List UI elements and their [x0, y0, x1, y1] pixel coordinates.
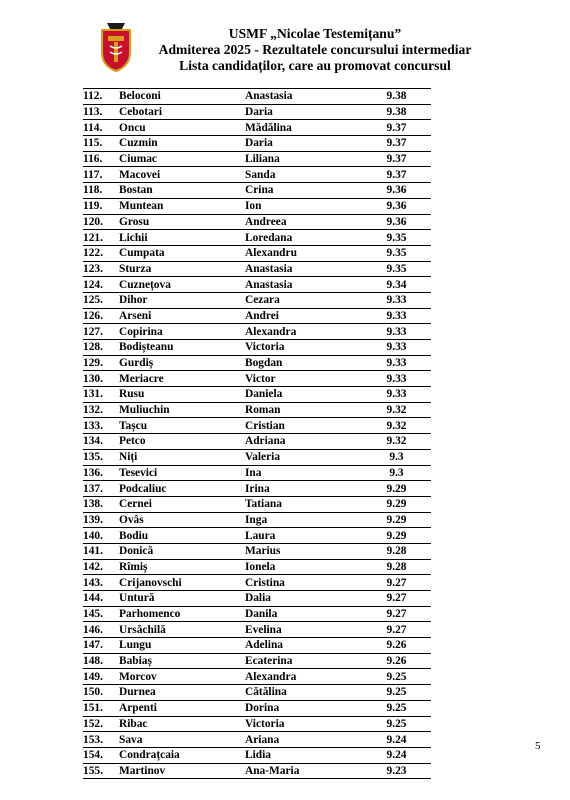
row-number: 150. [83, 685, 119, 701]
score-cell: 9.35 [362, 261, 431, 277]
row-number: 138. [83, 496, 119, 512]
surname-cell: Cernei [119, 496, 245, 512]
surname-cell: Arpenti [119, 700, 245, 716]
table-row [83, 559, 431, 575]
surname-cell: Ciumac [119, 151, 245, 167]
table-row [83, 434, 431, 450]
table-row [83, 104, 431, 120]
row-number: 137. [83, 481, 119, 497]
row-number: 115. [83, 136, 119, 152]
table-row [83, 700, 431, 716]
table-row [83, 465, 431, 481]
surname-cell: Martinov [119, 763, 245, 779]
score-cell: 9.38 [362, 104, 431, 120]
first-name-cell: Loredana [245, 230, 362, 246]
score-cell: 9.28 [362, 543, 431, 559]
candidates-table-body [83, 89, 431, 779]
candidates-table [83, 88, 431, 779]
list-title: Lista candidaților, care au promovat concursul [179, 58, 451, 73]
row-number: 146. [83, 622, 119, 638]
table-row [83, 543, 431, 559]
surname-cell: Arseni [119, 308, 245, 324]
table-row [83, 340, 431, 356]
first-name-cell: Daria [245, 104, 362, 120]
document-header [150, 26, 480, 74]
surname-cell: Oncu [119, 120, 245, 136]
first-name-cell: Ion [245, 198, 362, 214]
table-row [83, 230, 431, 246]
row-number: 147. [83, 638, 119, 654]
surname-cell: Cumpata [119, 245, 245, 261]
first-name-cell: Alexandru [245, 245, 362, 261]
row-number: 139. [83, 512, 119, 528]
score-cell: 9.24 [362, 747, 431, 763]
row-number: 121. [83, 230, 119, 246]
table-row [83, 747, 431, 763]
score-cell: 9.35 [362, 230, 431, 246]
row-number: 153. [83, 732, 119, 748]
score-cell: 9.35 [362, 245, 431, 261]
row-number: 124. [83, 277, 119, 293]
first-name-cell: Inga [245, 512, 362, 528]
admission-title: Admiterea 2025 - Rezultatele concursului intermediar [158, 42, 472, 57]
surname-cell: Bodiu [119, 528, 245, 544]
surname-cell: Rîmiș [119, 559, 245, 575]
first-name-cell: Andreea [245, 214, 362, 230]
first-name-cell: Valeria [245, 449, 362, 465]
surname-cell: Gurdiș [119, 355, 245, 371]
first-name-cell: Crina [245, 183, 362, 199]
score-cell: 9.33 [362, 371, 431, 387]
surname-cell: Lichii [119, 230, 245, 246]
row-number: 127. [83, 324, 119, 340]
table-row [83, 355, 431, 371]
row-number: 130. [83, 371, 119, 387]
first-name-cell: Adelina [245, 638, 362, 654]
score-cell: 9.32 [362, 418, 431, 434]
table-row [83, 653, 431, 669]
first-name-cell: Cristian [245, 418, 362, 434]
row-number: 136. [83, 465, 119, 481]
surname-cell: Lungu [119, 638, 245, 654]
first-name-cell: Victoria [245, 716, 362, 732]
row-number: 140. [83, 528, 119, 544]
table-row [83, 198, 431, 214]
table-row [83, 732, 431, 748]
table-row [83, 261, 431, 277]
row-number: 123. [83, 261, 119, 277]
score-cell: 9.25 [362, 716, 431, 732]
score-cell: 9.36 [362, 214, 431, 230]
first-name-cell: Cristina [245, 575, 362, 591]
surname-cell: Petco [119, 434, 245, 450]
row-number: 120. [83, 214, 119, 230]
surname-cell: Cuzmin [119, 136, 245, 152]
surname-cell: Bodișteanu [119, 340, 245, 356]
table-row [83, 591, 431, 607]
score-cell: 9.27 [362, 591, 431, 607]
table-row [83, 669, 431, 685]
first-name-cell: Liliana [245, 151, 362, 167]
surname-cell: Cuznețova [119, 277, 245, 293]
table-row [83, 418, 431, 434]
table-row [83, 402, 431, 418]
row-number: 155. [83, 763, 119, 779]
surname-cell: Muliuchin [119, 402, 245, 418]
first-name-cell: Daniela [245, 387, 362, 403]
score-cell: 9.27 [362, 575, 431, 591]
table-row [83, 245, 431, 261]
first-name-cell: Ionela [245, 559, 362, 575]
first-name-cell: Daria [245, 136, 362, 152]
table-row [83, 167, 431, 183]
score-cell: 9.29 [362, 512, 431, 528]
row-number: 125. [83, 292, 119, 308]
first-name-cell: Dalia [245, 591, 362, 607]
score-cell: 9.37 [362, 167, 431, 183]
table-row [83, 214, 431, 230]
table-row [83, 763, 431, 779]
row-number: 132. [83, 402, 119, 418]
score-cell: 9.27 [362, 606, 431, 622]
table-row [83, 324, 431, 340]
surname-cell: Copirina [119, 324, 245, 340]
table-row [83, 292, 431, 308]
table-row [83, 481, 431, 497]
first-name-cell: Marius [245, 543, 362, 559]
surname-cell: Macovei [119, 167, 245, 183]
first-name-cell: Ariana [245, 732, 362, 748]
score-cell: 9.28 [362, 559, 431, 575]
table-row [83, 638, 431, 654]
table-row [83, 449, 431, 465]
surname-cell: Ribac [119, 716, 245, 732]
row-number: 144. [83, 591, 119, 607]
surname-cell: Rusu [119, 387, 245, 403]
surname-cell: Babiaș [119, 653, 245, 669]
table-row [83, 89, 431, 105]
row-number: 133. [83, 418, 119, 434]
first-name-cell: Adriana [245, 434, 362, 450]
page-number: 5 [535, 740, 541, 752]
row-number: 145. [83, 606, 119, 622]
table-row [83, 512, 431, 528]
row-number: 149. [83, 669, 119, 685]
score-cell: 9.25 [362, 700, 431, 716]
surname-cell: Parhomenco [119, 606, 245, 622]
first-name-cell: Ecaterina [245, 653, 362, 669]
first-name-cell: Anastasia [245, 277, 362, 293]
score-cell: 9.25 [362, 685, 431, 701]
surname-cell: Beloconi [119, 89, 245, 105]
row-number: 154. [83, 747, 119, 763]
first-name-cell: Irina [245, 481, 362, 497]
score-cell: 9.37 [362, 136, 431, 152]
table-row [83, 151, 431, 167]
table-row [83, 387, 431, 403]
score-cell: 9.37 [362, 151, 431, 167]
first-name-cell: Alexandra [245, 669, 362, 685]
table-row [83, 120, 431, 136]
score-cell: 9.33 [362, 387, 431, 403]
table-row [83, 183, 431, 199]
surname-cell: Grosu [119, 214, 245, 230]
first-name-cell: Dorina [245, 700, 362, 716]
score-cell: 9.36 [362, 198, 431, 214]
row-number: 131. [83, 387, 119, 403]
table-row [83, 716, 431, 732]
university-seal-logo [98, 22, 134, 72]
first-name-cell: Cezara [245, 292, 362, 308]
first-name-cell: Victor [245, 371, 362, 387]
row-number: 152. [83, 716, 119, 732]
first-name-cell: Bogdan [245, 355, 362, 371]
score-cell: 9.33 [362, 355, 431, 371]
row-number: 128. [83, 340, 119, 356]
row-number: 114. [83, 120, 119, 136]
first-name-cell: Evelina [245, 622, 362, 638]
first-name-cell: Cătălina [245, 685, 362, 701]
score-cell: 9.23 [362, 763, 431, 779]
first-name-cell: Andrei [245, 308, 362, 324]
surname-cell: Bostan [119, 183, 245, 199]
row-number: 116. [83, 151, 119, 167]
surname-cell: Dihor [119, 292, 245, 308]
first-name-cell: Mădălina [245, 120, 362, 136]
surname-cell: Condrațcaia [119, 747, 245, 763]
score-cell: 9.29 [362, 496, 431, 512]
score-cell: 9.33 [362, 292, 431, 308]
row-number: 141. [83, 543, 119, 559]
surname-cell: Crijanovschi [119, 575, 245, 591]
surname-cell: Tesevici [119, 465, 245, 481]
score-cell: 9.37 [362, 120, 431, 136]
first-name-cell: Danila [245, 606, 362, 622]
first-name-cell: Ana-Maria [245, 763, 362, 779]
table-row [83, 136, 431, 152]
table-row [83, 277, 431, 293]
table-row [83, 622, 431, 638]
surname-cell: Sturza [119, 261, 245, 277]
surname-cell: Muntean [119, 198, 245, 214]
surname-cell: Sava [119, 732, 245, 748]
score-cell: 9.33 [362, 324, 431, 340]
first-name-cell: Alexandra [245, 324, 362, 340]
table-row [83, 308, 431, 324]
first-name-cell: Roman [245, 402, 362, 418]
first-name-cell: Tatiana [245, 496, 362, 512]
score-cell: 9.36 [362, 183, 431, 199]
surname-cell: Cebotari [119, 104, 245, 120]
surname-cell: Niți [119, 449, 245, 465]
surname-cell: Ovâs [119, 512, 245, 528]
surname-cell: Podcaliuc [119, 481, 245, 497]
row-number: 148. [83, 653, 119, 669]
first-name-cell: Ina [245, 465, 362, 481]
score-cell: 9.38 [362, 89, 431, 105]
score-cell: 9.24 [362, 732, 431, 748]
row-number: 119. [83, 198, 119, 214]
first-name-cell: Laura [245, 528, 362, 544]
surname-cell: Durnea [119, 685, 245, 701]
row-number: 135. [83, 449, 119, 465]
row-number: 112. [83, 89, 119, 105]
surname-cell: Untură [119, 591, 245, 607]
first-name-cell: Anastasia [245, 89, 362, 105]
row-number: 126. [83, 308, 119, 324]
score-cell: 9.26 [362, 638, 431, 654]
score-cell: 9.32 [362, 434, 431, 450]
row-number: 118. [83, 183, 119, 199]
first-name-cell: Lidia [245, 747, 362, 763]
row-number: 134. [83, 434, 119, 450]
row-number: 151. [83, 700, 119, 716]
surname-cell: Morcov [119, 669, 245, 685]
first-name-cell: Sanda [245, 167, 362, 183]
table-row [83, 685, 431, 701]
first-name-cell: Victoria [245, 340, 362, 356]
score-cell: 9.26 [362, 653, 431, 669]
row-number: 143. [83, 575, 119, 591]
surname-cell: Meriacre [119, 371, 245, 387]
score-cell: 9.27 [362, 622, 431, 638]
row-number: 117. [83, 167, 119, 183]
row-number: 113. [83, 104, 119, 120]
surname-cell: Tașcu [119, 418, 245, 434]
score-cell: 9.3 [362, 449, 431, 465]
score-cell: 9.34 [362, 277, 431, 293]
score-cell: 9.3 [362, 465, 431, 481]
first-name-cell: Anastasia [245, 261, 362, 277]
table-row [83, 496, 431, 512]
row-number: 122. [83, 245, 119, 261]
surname-cell: Ursăchilă [119, 622, 245, 638]
table-row [83, 371, 431, 387]
table-row [83, 575, 431, 591]
score-cell: 9.33 [362, 308, 431, 324]
table-row [83, 528, 431, 544]
score-cell: 9.29 [362, 528, 431, 544]
score-cell: 9.32 [362, 402, 431, 418]
row-number: 142. [83, 559, 119, 575]
institution-title: USMF „Nicolae Testemițanu” [228, 26, 402, 41]
score-cell: 9.29 [362, 481, 431, 497]
score-cell: 9.33 [362, 340, 431, 356]
table-row [83, 606, 431, 622]
surname-cell: Donică [119, 543, 245, 559]
row-number: 129. [83, 355, 119, 371]
score-cell: 9.25 [362, 669, 431, 685]
